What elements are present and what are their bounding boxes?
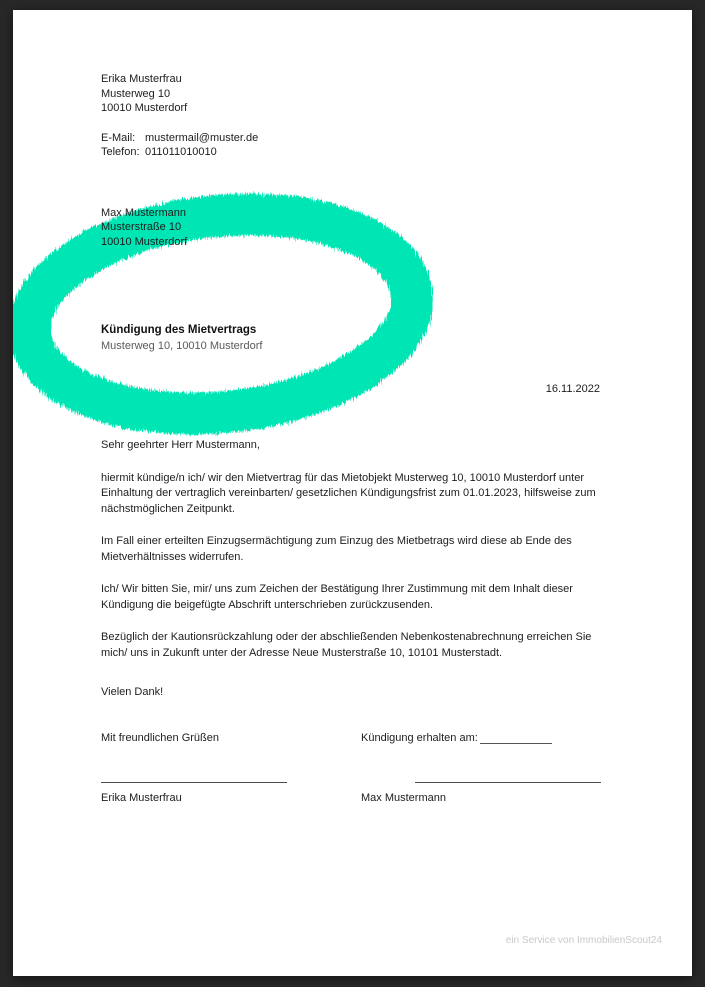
footer-note: ein Service von ImmobilienScout24 xyxy=(505,935,662,946)
closing-right-wrap xyxy=(361,732,601,744)
phone-row xyxy=(101,145,601,160)
sender-name: Erika Musterfrau xyxy=(101,73,182,85)
sender-address-block xyxy=(101,72,601,116)
letter-date: 16.11.2022 xyxy=(545,383,600,395)
letter-paragraphs xyxy=(101,438,601,661)
subject-subtitle: Musterweg 10, 10010 Musterdorf xyxy=(101,340,263,352)
signature-names xyxy=(101,792,601,804)
closing-row xyxy=(101,732,601,744)
document-page xyxy=(13,10,692,976)
paragraph-3: Ich/ Wir bitten Sie, mir/ uns zum Zeichen der Bestätigung Ihrer Zustimmung mit dem Inhalt dieser Kündigung die beigefügte Abschrift unterschrieben zurückzusenden. xyxy=(101,583,573,611)
signature-rule-left xyxy=(101,782,287,783)
signature-rule-right xyxy=(415,782,601,783)
recipient-city: 10010 Musterdorf xyxy=(101,235,188,248)
closing-left: Mit freundlichen Grüßen xyxy=(101,732,219,744)
thanks-line: Vielen Dank! xyxy=(101,686,164,698)
paragraph-1: hiermit kündige/n ich/ wir den Mietvertrag für das Mietobjekt Musterweg 10, 10010 Musterdorf unter Einhaltung der vertraglich vereinbarten/ gesetzlichen Kündigungsfrist zum 01.01.2023, hilfsweise zum nächstmöglichen Zeitpunkt. xyxy=(101,471,596,515)
email-value: mustermail@muster.de xyxy=(145,131,259,144)
subject-block xyxy=(101,323,601,354)
letter-body xyxy=(101,72,601,804)
email-row xyxy=(101,131,601,146)
signature-name-right: Max Mustermann xyxy=(361,792,446,804)
paragraph-4: Bezüglich der Kautionsrückzahlung oder der abschließenden Nebenkostenabrechnung erreichen Sie mich/ uns in Zukunft unter der Adresse Neue Musterstraße 10, 10101 Musterstadt. xyxy=(101,631,592,659)
received-date-blank xyxy=(480,732,552,744)
recipient-address-block xyxy=(101,206,601,250)
email-label: E-Mail: xyxy=(101,131,136,144)
received-label: Kündigung erhalten am: xyxy=(361,732,478,744)
recipient-name: Max Mustermann xyxy=(101,206,186,219)
subject-title: Kündigung des Mietvertrags xyxy=(101,324,257,336)
sender-street: Musterweg 10 xyxy=(101,87,171,100)
phone-value: 011011010010 xyxy=(145,146,217,158)
sender-city: 10010 Musterdorf xyxy=(101,102,188,114)
salutation: Sehr geehrter Herr Mustermann, xyxy=(101,439,260,451)
phone-label: Telefon: xyxy=(101,146,140,158)
signature-rules xyxy=(101,782,601,783)
recipient-street: Musterstraße 10 xyxy=(101,221,182,233)
sender-contact-block xyxy=(101,131,601,160)
paragraph-2: Im Fall einer erteilten Einzugsermächtigung zum Einzug des Mietbetrags wird diese ab Ende des Mietverhältnisses widerrufen. xyxy=(101,535,572,563)
signature-name-left: Erika Musterfrau xyxy=(101,792,182,804)
